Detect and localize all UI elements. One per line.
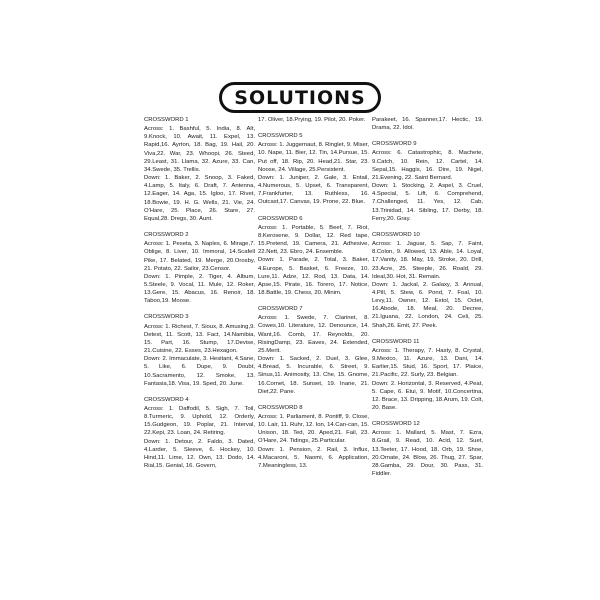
solutions-column-1 — [144, 116, 255, 478]
section-title: CROSSWORD 12 — [372, 421, 420, 428]
section-title: CROSSWORD 11 — [372, 338, 420, 345]
crossword-10-solution — [372, 231, 483, 330]
crossword-8-continued — [372, 116, 483, 132]
crossword-8-solution — [258, 404, 369, 470]
crossword-9-solution — [372, 140, 483, 223]
crossword-6-solution — [258, 215, 369, 298]
solutions-column-2 — [258, 116, 369, 478]
continued-answers: Parakeet, 16. Spanner,17. Hectic, 19. Drama, 22. Idol. — [372, 117, 483, 132]
section-title: CROSSWORD 9 — [372, 141, 417, 148]
page-title: SOLUTIONS — [219, 82, 380, 113]
title-area — [0, 82, 600, 113]
down-answers: Down: 2. Immaculate, 3. Hesitant, 4.Sane, 5. Like, 6. Dupe, 9. Doubt, 10.Sacramento, 12. Smoke, 13. Fantasia,18. Visa, 19. Sped, 20. June. — [144, 356, 255, 387]
down-answers: Down: 1. Jackal, 2. Galaxy, 3. Annual, 4.Pill, 5. Stew, 6. Pond, 7. Foal, 10. Levy,11. Owner, 12. Extol, 15. Octet, 16.Abode, 18. Meal, 20. Decree, 21.Iguana, 22. London, 24. Celi, 25. Shah,26. Emit, 27. Peek. — [372, 281, 483, 329]
across-answers: Across: 6. Catastrophic, 8. Machete, 9.Catch, 10. Rein, 12. Cartel, 14. Sepal,15. Haggis, 16. Dire, 19. Nigel, 21.Evening, 22. Saint Bernard. — [372, 150, 483, 181]
across-answers: Across: 1. Juggernaut, 8. Ringlet, 9. Miser, 10. Nape, 11. Bier, 12. Tin, 14.Pursue, 15. Put off, 18. Rip, 20. Head,21. Star, 23. Noose, 24. Village, 25.Persistent. — [258, 142, 369, 173]
across-answers: Across: 1. Bashful, 5. India, 8. Alt, 9.Knock, 10. Await, 11. Expel, 13. Rapid,16. Ayrton, 18. Bag, 19. Hail, 20. Viva,22. War, 23. Whoopi, 26. Steed, 29.Least, 31. Llama, 32. Azure, 33. Can, 34.Swede, 35. Trellis. — [144, 126, 255, 173]
across-answers: Across: 1. Portable, 5. Beef, 7. Riot, 8.Kerosene, 9. Dollar, 12. Red tape, 15.Pretend, 19. Camera, 21. Adhesive, 22.Nett, 23. Ebro, 24. Ensemble. — [258, 224, 369, 256]
across-answers: Across: 1. Therapy, 7. Hasty, 8. Crystal, 9.Mexico, 11. Azure, 13. Dani, 14. Earlier,15. Stud, 16. Sport, 17. Plaice, 21.Pacific, 22. Surly, 23. Belgian. — [372, 347, 483, 379]
crossword-5-solution — [258, 132, 369, 206]
crossword-12-solution — [372, 420, 483, 478]
across-answers: Across: 1. Swede, 7. Clarinet, 8. Cowes,10. Literature, 12. Denounce, 14. Want,16. Comb, 17. Reynolds, 20. RisingDamp, 23. Eaves, 24. Extended, 25.Merit. — [258, 315, 369, 354]
down-answers: Down: 1. Sacked, 2. Duel, 3. Glee, 4.Bread, 5. Incurable, 6. Street, 9. Sinus,11. Animosity, 13. Che, 15. Gnome, 16.Cornet, 18. Sunset, 19. Inane, 21. Diet,22. Pane. — [258, 356, 369, 395]
across-answers: Across: 1. Mallard, 5. Mast, 7. Ezra, 8.Grail, 9. Read, 10. Acid, 12. Suet, 13.Teeter, 17. Hood, 18. Orb, 19. Shoe, 20.Ornate, 24. Blow, 26. Thug, 27. Spar, 28.Gamba, 29. Dour, 30. Pass, 31. Fiddler. — [372, 430, 483, 478]
section-title: CROSSWORD 5 — [258, 133, 303, 140]
crossword-4-continued — [258, 116, 369, 124]
section-title: CROSSWORD 10 — [372, 231, 420, 238]
across-answers: Across: 1. Richest, 7. Sioux, 8. Amusing,9. Detest, 11. Scott, 13. Fact, 14.Namibia, 15. Part, 16. Stump, 17.Devise, 21.Cuisine, 22. Esses, 23.Hexagon. — [144, 323, 255, 355]
down-answers: Down: 1. Juniper, 2. Gale, 3. Entail, 4.Numerous, 5. Upset, 6. Transparent, 7.Frankfurter, 13. Ruthless, 16. Outcast,17. Canvas, 19. Prone, 22. Blue. — [258, 174, 369, 206]
down-answers: Down: 1. Detour, 2. Faldo, 3. Dated, 4.Larder, 5. Sleeve, 6. Hockey, 10. Hind,11. Lime, 12. Own, 13. Dodo, 14. Rial,15. Genial, 16. Govern, — [144, 438, 255, 470]
solutions-column-3 — [372, 116, 483, 486]
section-title: CROSSWORD 2 — [144, 232, 189, 239]
section-title: CROSSWORD 6 — [258, 215, 303, 222]
across-answers: Across: 1. Daffodil, 5. Sigh, 7. Toil, 8.Turmeric, 9. Uphold, 12. Orderly, 15.Gudgeon, 19. Poplar, 21. Interval, 22.Kepi, 23. Loan, 24. Retiring. — [144, 406, 255, 437]
section-title: CROSSWORD 4 — [144, 396, 189, 403]
down-answers: Down: 1. Baker, 2. Snoop, 3. Faked, 4.Lamp, 5. Italy, 6. Draft, 7. Antenna, 12.Eager, 14. Aga, 15. Igloo, 17. Rivet, 18.Bowie, 19. H. G. Wells, 21. Vie, 24. O'Hare, 25. Place, 26. Stare, 27. Equal,28. Dregs, 30. Aunt. — [144, 175, 255, 222]
section-title: CROSSWORD 1 — [144, 117, 189, 123]
section-title: CROSSWORD 7 — [258, 306, 303, 313]
down-answers: Down: 1. Stocking, 2. Aspel, 3. Cruel, 4.Special, 5. Lift, 6. Comprehend, 7.Challenged, 11. Yes, 12. Cab, 13.Trinidad, 14. Sibling, 17. Derby, 18. Ferry,20. Gray. — [372, 183, 483, 222]
down-answers: Down: 1. Pension, 2. Rail, 3. Influx, 4.Macaroni, 5. Naomi, 6. Application, 7.Meaningless, 13. — [258, 446, 369, 469]
down-answers: Down: 2. Horizontal, 3. Reserved, 4.Peat, 5. Cape, 6. Etui, 9. Motif, 10.Concertina, 12. Brace, 13. Dripping, 18.Arum, 19. Colt, 20. Base. — [372, 380, 483, 411]
section-title: CROSSWORD 8 — [258, 404, 303, 411]
crossword-4-solution — [144, 396, 255, 470]
crossword-7-solution — [258, 305, 369, 396]
across-answers: Across: 1. Peseta, 3. Naples, 6. Mirage,7. Oblige, 8. Liver, 10. Immoral, 14.Scafell Pike, 17. Belated, 19. Merge, 20.Orosby, 21. Potato, 22. Sailor, 23.Censor. — [144, 241, 255, 272]
down-answers: Down: 1. Parade, 2. Total, 3. Baker, 4.Europe, 5. Basket, 6. Freeze, 10. Lure,11. Adze, 12. Rod, 13. Data, 14. Apse,15. Pirate, 16. Torero, 17. Notice, 18.Battle, 19. Chess, 20. Minim. — [258, 257, 369, 296]
crossword-11-solution — [372, 338, 483, 412]
crossword-3-solution — [144, 313, 255, 387]
across-answers: Across: 1. Parliament, 8. Pontiff, 9. Close, 10. Lair, 11. Ruhr, 12. Ion, 14.Can-can, 15. Unison, 18. Ted, 20. Aped,21. Fail, 23. O'Hare, 24. Tidings, 25.Particular. — [258, 414, 369, 445]
continued-answers: 17. Oliver, 18.Prying, 19. Pilot, 20. Poker. — [258, 117, 366, 123]
crossword-2-solution — [144, 231, 255, 305]
section-title: CROSSWORD 3 — [144, 314, 189, 321]
down-answers: Down: 1. Pimple, 2. Tiger, 4. Album, 5.Steele, 9. Vocal, 11. Mule, 12. Roker, 13.Gere, 15. Abacus, 16. Renoir, 18. Taboo,19. Moose. — [144, 273, 255, 305]
across-answers: Across: 1. Jaguar, 5. Sap, 7. Faint, 8.Colon, 9. Allowed, 13. Able, 14. Loyal, 17.Vanity, 18. May, 19. Stroke, 20. Drill, 23.Acre, 25. Steeple, 26. Roald, 29. Ideal,30. Hot, 31. Remain. — [372, 241, 483, 280]
crossword-1-solution — [144, 116, 255, 223]
